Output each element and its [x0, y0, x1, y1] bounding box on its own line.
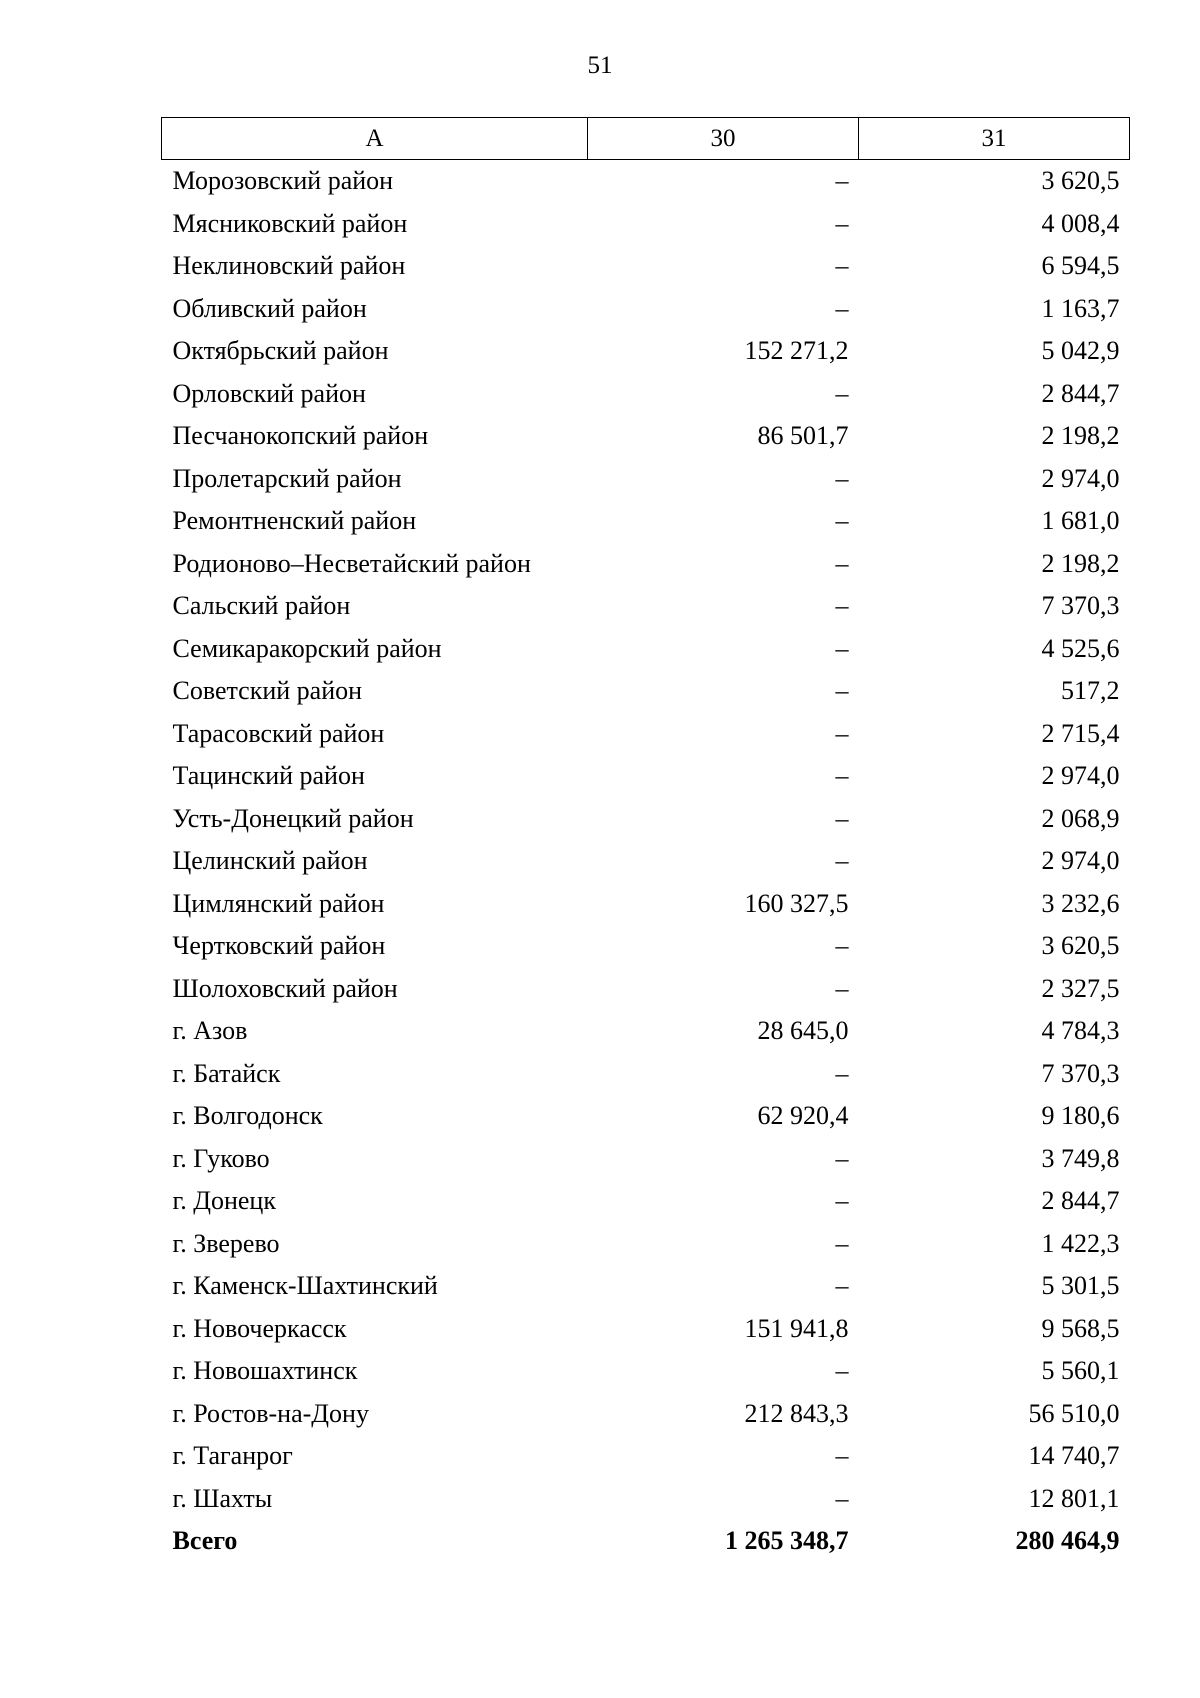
table-row: [162, 373, 1130, 416]
table-row: [162, 585, 1130, 628]
value-31-cell: 3 232,6: [1041, 888, 1120, 918]
value-30-cell: –: [835, 846, 849, 875]
value-30-cell: –: [835, 378, 849, 408]
row-name-cell: Тарасовский район: [172, 718, 385, 748]
value-30-cell: –: [835, 1143, 849, 1173]
row-name-cell: Семикаракорский район: [172, 633, 442, 663]
table-row: [162, 925, 1130, 968]
row-name-cell: г. Зверево: [172, 1228, 280, 1258]
value-30-cell: –: [835, 761, 849, 790]
table-body: [162, 160, 1130, 1563]
value-30-cell: 28 645,0: [757, 1016, 849, 1045]
value-30-cell: –: [835, 931, 849, 960]
row-name-cell: Мясниковский район: [172, 208, 408, 238]
table-row: [162, 840, 1130, 883]
value-30-cell: –: [835, 1228, 849, 1258]
value-30-cell: 160 327,5: [744, 888, 849, 918]
value-30-cell: –: [835, 548, 849, 578]
table-row: [162, 330, 1130, 373]
table-row: [162, 713, 1130, 756]
value-30-cell: –: [835, 1483, 849, 1513]
row-name-cell: г. Волгодонск: [172, 1101, 323, 1130]
table-row: [162, 543, 1130, 586]
row-name-cell: г. Каменск-Шахтинский: [172, 1271, 438, 1300]
value-30-cell: –: [835, 506, 849, 535]
value-31-cell: 4 525,6: [1041, 633, 1120, 663]
value-31-cell: 56 510,0: [1028, 1398, 1120, 1428]
value-30-cell: –: [835, 803, 849, 833]
value-31-cell: 14 740,7: [1028, 1441, 1120, 1470]
row-name-cell: Пролетарский район: [172, 463, 402, 493]
value-31-cell: 2 844,7: [1041, 1186, 1120, 1215]
value-30-cell: –: [835, 591, 849, 620]
value-30-cell: 152 271,2: [744, 336, 849, 365]
table-row: [162, 1350, 1130, 1393]
value-30-cell: –: [835, 1441, 849, 1470]
row-name-cell: Октябрьский район: [172, 336, 389, 365]
row-name-cell: г. Азов: [172, 1016, 248, 1045]
value-30-cell: 1 265 348,7: [725, 1526, 849, 1555]
table-row: [162, 500, 1130, 543]
value-30-cell: –: [835, 1356, 849, 1385]
header-row: [162, 118, 1130, 160]
row-name-cell: Советский район: [172, 676, 363, 705]
value-31-cell: 280 464,9: [1015, 1526, 1120, 1555]
row-name-cell: г. Новошахтинск: [172, 1356, 358, 1385]
value-31-cell: 2 974,0: [1041, 761, 1120, 790]
table-row: [162, 415, 1130, 458]
row-name-cell: Целинский район: [172, 846, 368, 875]
value-31-cell: 3 749,8: [1041, 1143, 1120, 1173]
value-30-cell: –: [835, 166, 849, 195]
row-name-cell: Родионово–Несветайский район: [172, 548, 531, 578]
value-31-cell: 9 180,6: [1041, 1101, 1120, 1130]
table-row: [162, 245, 1130, 288]
row-name-cell: г. Новочеркасск: [172, 1313, 347, 1343]
value-31-cell: 2 715,4: [1041, 718, 1120, 748]
table-row: [162, 1478, 1130, 1521]
value-30-cell: –: [835, 1271, 849, 1300]
value-31-cell: 5 042,9: [1041, 336, 1120, 365]
value-30-cell: –: [835, 973, 849, 1003]
data-table: [161, 117, 1130, 1563]
value-31-cell: 4 784,3: [1041, 1016, 1120, 1045]
row-name-cell: Тацинский район: [172, 761, 365, 790]
value-31-cell: 1 681,0: [1041, 506, 1120, 535]
table-row: [162, 1138, 1130, 1181]
row-name-cell: г. Донецк: [172, 1186, 276, 1215]
table-row: [162, 1435, 1130, 1478]
page-number: 51: [587, 52, 613, 79]
data-table-container: [161, 117, 1129, 1563]
table-row: [162, 1393, 1130, 1436]
value-31-cell: 5 560,1: [1041, 1356, 1120, 1385]
row-name-cell: Цимлянский район: [172, 888, 385, 918]
value-30-cell: –: [835, 1186, 849, 1215]
row-name-cell: г. Ростов-на-Дону: [172, 1398, 369, 1428]
row-name-cell: Чертковский район: [172, 931, 386, 960]
value-31-cell: 6 594,5: [1041, 251, 1120, 280]
value-31-cell: 3 620,5: [1041, 931, 1120, 960]
value-30-cell: –: [835, 676, 849, 705]
row-name-cell: г. Батайск: [172, 1058, 281, 1088]
row-name-cell: Орловский район: [172, 378, 366, 408]
header-cell-31: 31: [859, 118, 1130, 160]
value-31-cell: 5 301,5: [1041, 1271, 1120, 1300]
table-row: [162, 1095, 1130, 1138]
value-30-cell: 151 941,8: [744, 1313, 849, 1343]
value-31-cell: 9 568,5: [1041, 1313, 1120, 1343]
row-name-cell: г. Гуково: [172, 1143, 270, 1173]
value-30-cell: –: [835, 633, 849, 663]
table-row: [162, 160, 1130, 203]
value-31-cell: 7 370,3: [1041, 591, 1120, 620]
table-row: [162, 288, 1130, 331]
header-cell-a: А: [162, 118, 588, 160]
table-row: [162, 458, 1130, 501]
row-name-cell: Сальский район: [172, 591, 351, 620]
header-cell-30: 30: [588, 118, 859, 160]
value-30-cell: –: [835, 463, 849, 493]
value-30-cell: –: [835, 251, 849, 280]
value-31-cell: 2 198,2: [1041, 548, 1120, 578]
value-31-cell: 2 974,0: [1041, 463, 1120, 493]
table-row: [162, 883, 1130, 926]
value-30-cell: 86 501,7: [757, 421, 849, 450]
table-row: [162, 1223, 1130, 1266]
value-31-cell: 1 422,3: [1041, 1228, 1120, 1258]
value-31-cell: 2 068,9: [1041, 803, 1120, 833]
table-row: [162, 628, 1130, 671]
value-31-cell: 2 198,2: [1041, 421, 1120, 450]
row-name-cell: Песчанокопский район: [172, 421, 429, 450]
row-name-cell: Шолоховский район: [172, 973, 398, 1003]
row-name-cell: г. Таганрог: [172, 1441, 293, 1470]
value-31-cell: 2 844,7: [1041, 378, 1120, 408]
value-31-cell: 2 974,0: [1041, 846, 1120, 875]
value-31-cell: 3 620,5: [1041, 166, 1120, 195]
value-30-cell: –: [835, 1058, 849, 1088]
row-name-cell: Всего: [172, 1526, 238, 1555]
value-31-cell: 12 801,1: [1028, 1483, 1120, 1513]
table-header: [162, 118, 1130, 160]
table-row: [162, 1010, 1130, 1053]
table-row: [162, 1053, 1130, 1096]
value-31-cell: 2 327,5: [1041, 973, 1120, 1003]
table-row: [162, 968, 1130, 1011]
table-row: [162, 798, 1130, 841]
row-name-cell: Морозовский район: [172, 166, 394, 195]
table-row: [162, 1265, 1130, 1308]
row-name-cell: Ремонтненский район: [172, 506, 417, 535]
table-row: [162, 203, 1130, 246]
row-name-cell: г. Шахты: [172, 1483, 273, 1513]
value-31-cell: 1 163,7: [1041, 293, 1120, 323]
value-30-cell: –: [835, 293, 849, 323]
row-name-cell: Неклиновский район: [172, 251, 406, 280]
value-31-cell: 4 008,4: [1041, 208, 1120, 238]
value-30-cell: –: [835, 208, 849, 238]
row-name-cell: Обливский район: [172, 293, 367, 323]
value-30-cell: –: [835, 718, 849, 748]
value-30-cell: 212 843,3: [744, 1398, 849, 1428]
row-name-cell: Усть-Донецкий район: [172, 803, 414, 833]
table-row: [162, 1308, 1130, 1351]
value-31-cell: 7 370,3: [1041, 1058, 1120, 1088]
table-row: [162, 1180, 1130, 1223]
table-row: [162, 755, 1130, 798]
total-row: [162, 1520, 1130, 1563]
value-31-cell: 517,2: [1061, 676, 1120, 705]
table-row: [162, 670, 1130, 713]
value-30-cell: 62 920,4: [757, 1101, 849, 1130]
